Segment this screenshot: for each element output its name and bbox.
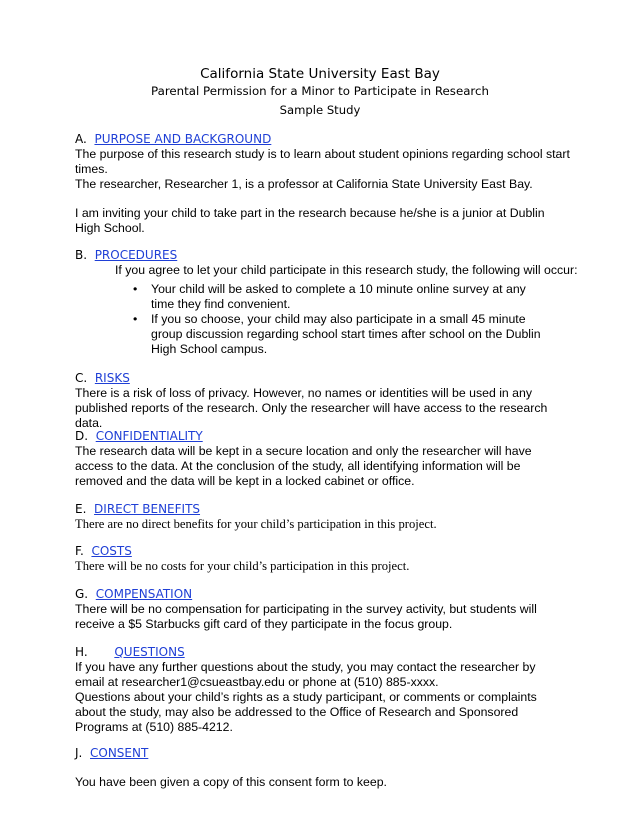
questions-contact-text: If you have any further questions about the study, you may contact the researcher by email at researcher1@csueastbay.edu or phone at (510) 885-xxxx. — [75, 660, 536, 689]
direct-benefits-link[interactable]: DIRECT BENEFITS — [94, 502, 201, 516]
section-questions — [75, 645, 565, 735]
consent-link[interactable]: CONSENT — [90, 746, 149, 760]
costs-text: There will be no costs for your child’s participation in this project. — [75, 559, 410, 573]
confidentiality-text: The research data will be kept in a secure location and only the researcher will have access to the data. At the conclusion of the study, all identifying information will be removed and the data will be kept in a locked cabinet or office. — [75, 444, 532, 488]
section-compensation — [75, 587, 570, 632]
section-heading: D. CONFIDENTIALITY — [75, 429, 203, 443]
section-confidentiality — [75, 429, 570, 489]
section-consent — [75, 746, 575, 761]
researcher-text: The researcher, Researcher 1, is a professor at California State University East Bay. — [75, 177, 533, 191]
compensation-text: There will be no compensation for participating in the survey activity, but students will receive a $5 Starbucks gift card of they participate in the focus group. — [75, 602, 537, 631]
section-heading: E. DIRECT BENEFITS — [75, 502, 201, 516]
costs-link[interactable]: COSTS — [91, 544, 132, 558]
purpose-link[interactable]: PURPOSE AND BACKGROUND — [94, 132, 272, 146]
section-heading: A. PURPOSE AND BACKGROUND — [75, 132, 272, 146]
section-heading: H. QUESTIONS — [75, 645, 185, 659]
purpose-text: The purpose of this research study is to learn about student opinions regarding school start times. — [75, 147, 570, 176]
section-costs — [75, 544, 575, 574]
section-heading: G. COMPENSATION — [75, 587, 193, 601]
section-heading: B. PROCEDURES — [75, 248, 178, 262]
confidentiality-link[interactable]: CONFIDENTIALITY — [95, 429, 203, 443]
questions-rights-text: Questions about your child’s rights as a study participant, or comments or complaints about the study, may also be addressed to the Office of Research and Sponsored Programs at (510) 885-4212. — [75, 690, 537, 734]
direct-benefits-text: There are no direct benefits for your child’s participation in this project. — [75, 517, 437, 531]
section-heading: C. RISKS — [75, 371, 130, 385]
section-procedures — [75, 248, 578, 357]
compensation-link[interactable]: COMPENSATION — [95, 587, 193, 601]
section-heading: J. CONSENT — [75, 746, 149, 760]
list-item: • If you so choose, your child may also participate in a small 45 minute group discussion regarding school start times after school on the Dublin High School campus. — [151, 312, 551, 357]
procedures-list — [75, 282, 575, 357]
invite-text: I am inviting your child to take part in the research because he/she is a junior at Dublin High School. — [75, 206, 545, 235]
risks-link[interactable]: RISKS — [94, 371, 130, 385]
section-risks — [75, 371, 570, 431]
procedures-link[interactable]: PROCEDURES — [94, 248, 178, 262]
procedures-intro: If you agree to let your child participate in this research study, the following will occur: — [115, 263, 578, 277]
study-name: Sample Study — [279, 103, 361, 117]
consent-text: You have been given a copy of this consent form to keep. — [75, 775, 387, 789]
list-item: • Your child will be asked to complete a 10 minute online survey at any time they find convenient. — [151, 282, 551, 312]
form-title: Parental Permission for a Minor to Participate in Research — [151, 84, 489, 98]
university-title: California State University East Bay — [200, 66, 440, 82]
section-purpose — [75, 132, 575, 177]
section-direct-benefits — [75, 502, 575, 532]
risks-text: There is a risk of loss of privacy. However, no names or identities will be used in any published reports of the research. Only the researcher will have access to the research data. — [75, 386, 548, 430]
questions-link[interactable]: QUESTIONS — [114, 645, 185, 659]
section-heading: F. COSTS — [75, 544, 132, 558]
